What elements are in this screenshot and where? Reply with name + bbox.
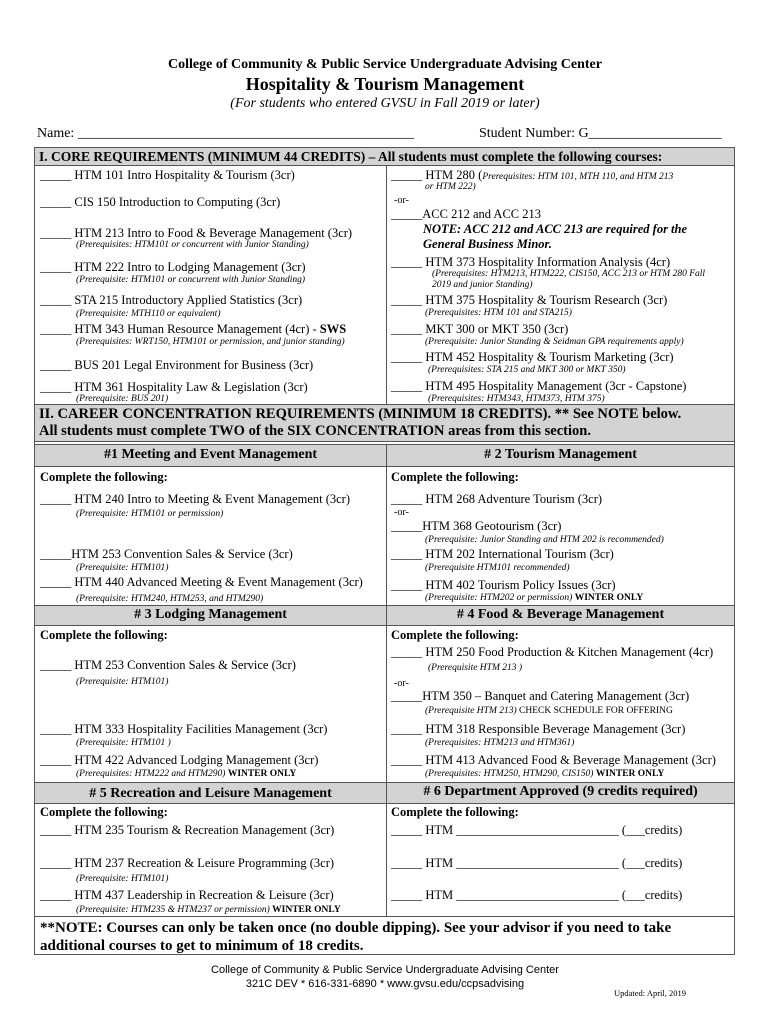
core-course-htm361[interactable]: _____ HTM 361 Hospitality Law & Legislation (3cr)	[40, 380, 308, 394]
c5-course-htm437[interactable]: _____ HTM 437 Leadership in Recreation & Leisure (3cr)	[40, 888, 334, 902]
core-course-mkt300-350[interactable]: _____ MKT 300 or MKT 350 (3cr)	[391, 322, 569, 336]
c5-prereq-htm237: (Prerequisite: HTM101)	[76, 874, 169, 884]
c1-prereq-htm253: (Prerequisite: HTM101)	[76, 563, 169, 573]
divider	[35, 441, 734, 442]
concentration-5-title: # 5 Recreation and Leisure Management	[89, 786, 332, 801]
core-prereq-htm373: (Prerequisites: HTM213, HTM222, CIS150, ACC 213 or HTM 280 Fall	[432, 269, 706, 279]
core-course-htm495[interactable]: _____ HTM 495 Hospitality Management (3cr - Capstone)	[391, 379, 687, 393]
c2-prereq-htm402-text: (Prerequisite: HTM202 or permission)	[425, 593, 575, 603]
c1-course-htm240[interactable]: _____ HTM 240 Intro to Meeting & Event Management (3cr)	[40, 492, 350, 506]
core-prereq-htm343: (Prerequisites: WRT150, HTM101 or permission, and junior standing)	[76, 337, 345, 347]
divider	[35, 782, 734, 783]
core-requirements-heading: I. CORE REQUIREMENTS (MINIMUM 44 CREDITS) – All students must complete the following courses:	[39, 149, 663, 164]
c2-course-htm368[interactable]: _____HTM 368 Geotourism (3cr)	[391, 519, 562, 533]
divider	[35, 466, 734, 467]
footer-contact: 321C DEV * 616-331-6890 * www.gvsu.edu/ccpsadvising	[245, 978, 525, 990]
c3-course-htm333[interactable]: _____ HTM 333 Hospitality Facilities Management (3cr)	[40, 722, 328, 736]
divider	[35, 165, 734, 166]
c4-course-htm413[interactable]: _____ HTM 413 Advanced Food & Beverage Management (3cr)	[391, 753, 716, 767]
c3-course-htm422[interactable]: _____ HTM 422 Advanced Lodging Management (3cr)	[40, 753, 319, 767]
core-course-htm375[interactable]: _____ HTM 375 Hospitality & Tourism Research (3cr)	[391, 293, 668, 307]
career-requirements-subheading: All students must complete TWO of the SIX CONCENTRATION areas from this section.	[39, 423, 591, 439]
c4-prereq-htm413-text: (Prerequisites: HTM250, HTM290, CIS150)	[425, 769, 596, 779]
core-course-sta215[interactable]: _____ STA 215 Introductory Applied Statistics (3cr)	[40, 293, 303, 307]
c1-course-htm440[interactable]: _____ HTM 440 Advanced Meeting & Event Management (3cr)	[40, 575, 363, 589]
core-course-htm343-label: _____ HTM 343 Human Resource Management (4cr) -	[40, 322, 320, 336]
column-divider	[386, 165, 387, 404]
divider	[35, 625, 734, 626]
core-course-htm452[interactable]: _____ HTM 452 Hospitality & Tourism Marketing (3cr)	[391, 350, 674, 364]
c3-prereq-htm422	[76, 769, 296, 780]
core-prereq-htm222: (Prerequisite: HTM101 or concurrent with Junior Standing)	[76, 275, 306, 285]
updated-date: Updated: April, 2019	[614, 988, 687, 998]
program-title: Hospitality & Tourism Management	[245, 74, 525, 94]
name-field[interactable]: Name: ________________________________________________	[37, 126, 414, 141]
core-prereq-htm280-cont: or HTM 222)	[425, 182, 476, 192]
winter-only-badge: WINTER ONLY	[595, 769, 665, 779]
concentration-1-title: #1 Meeting and Event Management	[103, 447, 318, 462]
c2-prereq-htm368: (Prerequisite: Junior Standing and HTM 202 is recommended)	[425, 535, 664, 545]
core-prereq-htm280: Prerequisites: HTM 101, MTH 110, and HTM 213	[482, 172, 674, 182]
double-dipping-note: **NOTE: Courses can only be taken once (no double dipping). See your advisor if you need to take additional courses to get to minimum of 18 credits.	[40, 920, 672, 954]
advising-center-title: College of Community & Public Service Undergraduate Advising Center	[168, 57, 602, 72]
c5-course-htm235[interactable]: _____ HTM 235 Tourism & Recreation Management (3cr)	[40, 823, 335, 837]
or-separator: -or-	[394, 195, 409, 206]
core-course-htm213[interactable]: _____ HTM 213 Intro to Food & Beverage Management (3cr)	[40, 226, 353, 240]
core-prereq-htm452: (Prerequisites: STA 215 and MKT 300 or MKT 350)	[428, 365, 626, 375]
complete-following-label: Complete the following:	[391, 628, 519, 642]
c1-prereq-htm240: (Prerequisite: HTM101 or permission)	[76, 509, 224, 519]
c4-course-htm350[interactable]: _____HTM 350 – Banquet and Catering Management (3cr)	[391, 689, 690, 703]
c1-prereq-htm440: (Prerequisite: HTM240, HTM253, and HTM290)	[76, 594, 264, 604]
c6-elective-line-2[interactable]: _____ HTM __________________________ (___credits)	[391, 856, 683, 870]
core-prereq-mkt: (Prerequisite: Junior Standing & Seidman GPA requirements apply)	[425, 337, 684, 347]
concentration-4-title: # 4 Food & Beverage Management	[456, 607, 665, 622]
acc-note-cont: General Business Minor.	[423, 237, 552, 251]
complete-following-label: Complete the following:	[40, 628, 168, 642]
or-separator: -or-	[394, 678, 409, 689]
c5-prereq-htm437	[76, 905, 341, 916]
c4-prereq-htm318: (Prerequisites: HTM213 and HTM361)	[425, 738, 575, 748]
c4-course-htm250[interactable]: _____ HTM 250 Food Production & Kitchen Management (4cr)	[391, 645, 714, 659]
c4-course-htm318[interactable]: _____ HTM 318 Responsible Beverage Management (3cr)	[391, 722, 686, 736]
concentration-6-title: # 6 Department Approved (9 credits required)	[423, 784, 698, 799]
winter-only-badge: WINTER ONLY	[272, 905, 341, 915]
column-divider	[386, 444, 387, 916]
c3-course-htm253[interactable]: _____ HTM 253 Convention Sales & Service (3cr)	[40, 658, 296, 672]
core-prereq-htm375: (Prerequisites: HTM 101 and STA215)	[425, 308, 572, 318]
c2-prereq-htm202: (Prerequisite HTM101 recommended)	[425, 563, 570, 573]
complete-following-label: Complete the following:	[391, 805, 519, 819]
career-requirements-heading: II. CAREER CONCENTRATION REQUIREMENTS (MINIMUM 18 CREDITS). ** See NOTE below.	[39, 406, 682, 422]
divider	[35, 605, 734, 606]
core-prereq-sta215: (Prerequisite: MTH110 or equivalent)	[76, 309, 221, 319]
divider	[35, 444, 734, 445]
c4-prereq-htm413	[425, 769, 664, 780]
sws-badge: SWS	[319, 322, 347, 336]
c2-course-htm402[interactable]: _____ HTM 402 Tourism Policy Issues (3cr)	[391, 578, 616, 592]
core-prereq-htm361: (Prerequisite: BUS 201)	[76, 394, 169, 404]
c2-course-htm268[interactable]: _____ HTM 268 Adventure Tourism (3cr)	[391, 492, 603, 506]
core-course-htm222[interactable]: _____ HTM 222 Intro to Lodging Management (3cr)	[40, 260, 306, 274]
c3-prereq-htm253: (Prerequisite: HTM101)	[76, 677, 169, 687]
winter-only-badge: WINTER ONLY	[574, 593, 644, 603]
divider	[35, 803, 734, 804]
winter-only-badge: WINTER ONLY	[227, 769, 297, 779]
complete-following-label: Complete the following:	[40, 470, 168, 484]
check-schedule-note: CHECK SCHEDULE FOR OFFERING	[519, 706, 673, 716]
c3-prereq-htm422-text: (Prerequisites: HTM222 and HTM290)	[76, 769, 228, 779]
cohort-subtitle: (For students who entered GVSU in Fall 2019 or later)	[230, 96, 540, 111]
core-course-cis150[interactable]: _____ CIS 150 Introduction to Computing (3cr)	[40, 195, 281, 209]
c6-elective-line-3[interactable]: _____ HTM __________________________ (___credits)	[391, 888, 683, 902]
complete-following-label: Complete the following:	[391, 470, 519, 484]
concentration-2-title: # 2 Tourism Management	[484, 447, 637, 462]
concentration-3-title: # 3 Lodging Management	[134, 607, 287, 622]
core-course-htm280-label: _____ HTM 280 (	[391, 168, 483, 182]
core-course-htm343[interactable]	[40, 322, 346, 336]
c4-prereq-htm250: (Prerequisite HTM 213 )	[428, 663, 523, 673]
name-row	[37, 126, 737, 142]
student-number-field[interactable]: Student Number: G___________________	[479, 126, 722, 141]
core-course-acc212-213[interactable]: _____ACC 212 and ACC 213	[391, 207, 542, 221]
c2-prereq-htm402	[425, 593, 643, 604]
core-prereq-htm213: (Prerequisites: HTM101 or concurrent with Junior Standing)	[76, 240, 309, 250]
c1-course-htm253[interactable]: _____HTM 253 Convention Sales & Service (3cr)	[40, 547, 293, 561]
core-course-htm280[interactable]	[391, 168, 673, 183]
acc-note: NOTE: ACC 212 and ACC 213 are required for the	[423, 222, 688, 236]
c5-course-htm237[interactable]: _____ HTM 237 Recreation & Leisure Programming (3cr)	[40, 856, 335, 870]
divider	[35, 916, 734, 917]
c5-prereq-htm437-text: (Prerequisite: HTM235 & HTM237 or permission)	[76, 905, 273, 915]
c3-prereq-htm333: (Prerequisite: HTM101 )	[76, 738, 171, 748]
core-prereq-htm495: (Prerequisites: HTM343, HTM373, HTM 375)	[428, 394, 605, 404]
footer-center-name: College of Community & Public Service Undergraduate Advising Center	[211, 964, 559, 976]
core-course-htm373[interactable]: _____ HTM 373 Hospitality Information Analysis (4cr)	[391, 255, 671, 269]
core-course-htm101[interactable]: _____ HTM 101 Intro Hospitality & Tourism (3cr)	[40, 168, 295, 182]
footer	[0, 963, 770, 991]
core-prereq-htm373-cont: 2019 and junior Standing)	[432, 280, 533, 290]
complete-following-label: Complete the following:	[40, 805, 168, 819]
c4-prereq-htm350-text: (Prerequisite HTM 213)	[425, 706, 520, 716]
core-course-bus201[interactable]: _____ BUS 201 Legal Environment for Business (3cr)	[40, 358, 314, 372]
c4-prereq-htm350	[425, 706, 673, 717]
or-separator: -or-	[394, 507, 409, 518]
c6-elective-line-1[interactable]: _____ HTM __________________________ (___credits)	[391, 823, 683, 837]
c2-course-htm202[interactable]: _____ HTM 202 International Tourism (3cr)	[391, 547, 614, 561]
